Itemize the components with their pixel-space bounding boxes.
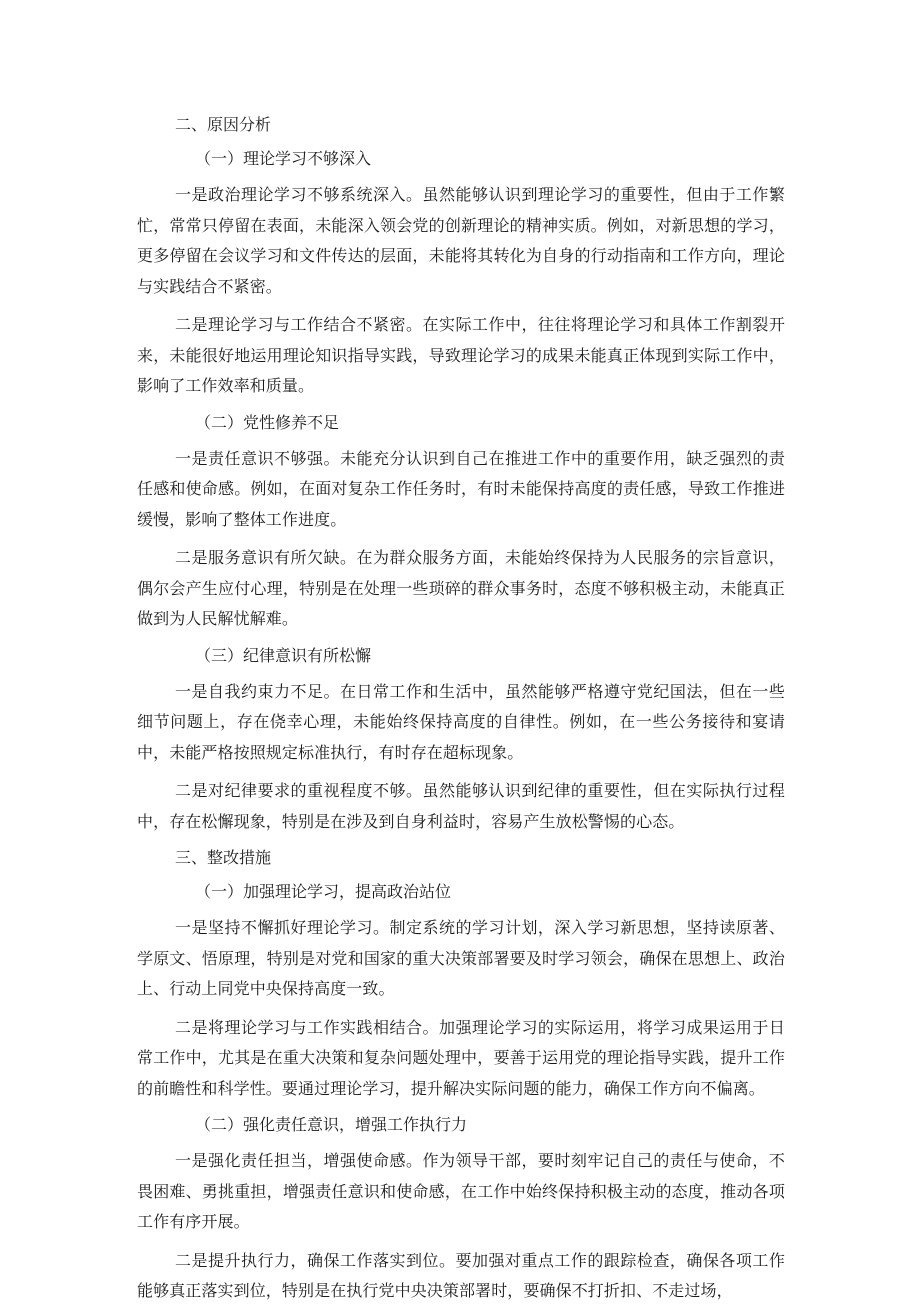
paragraph: 二是将理论学习与工作实践相结合。加强理论学习的实际运用，将学习成果运用于日常工作中，尤其是在重大决策和复杂问题处理中，要善于运用党的理论指导实践，提升工作的前瞻性和科学性。要通过理论学习，提升解决实际问题的能力，确保工作方向不偏离。 <box>137 1017 785 1098</box>
section-heading-cause-analysis: 二、原因分析 <box>175 115 272 134</box>
paragraph: 一是坚持不懈抓好理论学习。制定系统的学习计划，深入学习新思想，坚持读原著、学原文、悟原理，特别是对党和国家的重大决策部署要及时学习领会，确保在思想上、政治上、行动上同党中央保持高度一致。 <box>137 918 785 998</box>
paragraph: 一是责任意识不够强。未能充分认识到自己在推进工作中的重要作用，缺乏强烈的责任感和使命感。例如，在面对复杂工作任务时，有时未能保持高度的责任感，导致工作推进缓慢，影响了整体工作进度。 <box>137 448 785 529</box>
paragraph: 一是强化责任担当，增强使命感。作为领导干部，要时刻牢记自己的责任与使命，不畏困难、勇挑重担，增强责任意识和使命感，在工作中始终保持积极主动的态度，推动各项工作有序开展。 <box>137 1151 785 1231</box>
paragraph: 二是对纪律要求的重视程度不够。虽然能够认识到纪律的重要性，但在实际执行过程中，存在松懈现象，特别是在涉及到自身利益时，容易产生放松警惕的心态。 <box>137 781 785 831</box>
paragraph: 一是政治理论学习不够系统深入。虽然能够认识到理论学习的重要性，但由于工作繁忙，常常只停留在表面，未能深入领会党的创新理论的精神实质。例如，对新思想的学习，更多停留在会议学习和文件传达的层面，未能将其转化为自身的行动指南和工作方向，理论与实践结合不紧密。 <box>137 185 785 296</box>
paragraph: 二是提升执行力，确保工作落实到位。要加强对重点工作的跟踪检查，确保各项工作能够真正落实到位，特别是在执行党中央决策部署时，要确保不打折扣、不走过场， <box>137 1250 785 1300</box>
subsection-heading-strengthen-theory: （一）加强理论学习，提高政治站位 <box>195 882 452 901</box>
document-body <box>137 112 785 1315</box>
paragraph: 一是自我约束力不足。在日常工作和生活中，虽然能够严格遵守党纪国法，但在一些细节问题上，存在侥幸心理，未能始终保持高度的自律性。例如，在一些公务接待和宴请中，未能严格按照规定标准执行，有时存在超标现象。 <box>137 681 785 762</box>
paragraph: 二是服务意识有所欠缺。在为群众服务方面，未能始终保持为人民服务的宗旨意识，偶尔会产生应付心理，特别是在处理一些琐碎的群众事务时，态度不够积极主动，未能真正做到为人民解忧解难。 <box>137 548 785 628</box>
subsection-heading-party-spirit: （二）党性修养不足 <box>195 412 340 432</box>
subsection-heading-responsibility: （二）强化责任意识，增强工作执行力 <box>195 1115 468 1134</box>
section-heading-rectification: 三、整改措施 <box>175 848 272 867</box>
subsection-heading-discipline: （三）纪律意识有所松懈 <box>195 645 372 665</box>
paragraph: 二是理论学习与工作结合不紧密。在实际工作中，往往将理论学习和具体工作割裂开来，未能很好地运用理论知识指导实践，导致理论学习的成果未能真正体现到实际工作中，影响了工作效率和质量。 <box>137 315 785 395</box>
subsection-heading-theory-study: （一）理论学习不够深入 <box>195 149 372 168</box>
